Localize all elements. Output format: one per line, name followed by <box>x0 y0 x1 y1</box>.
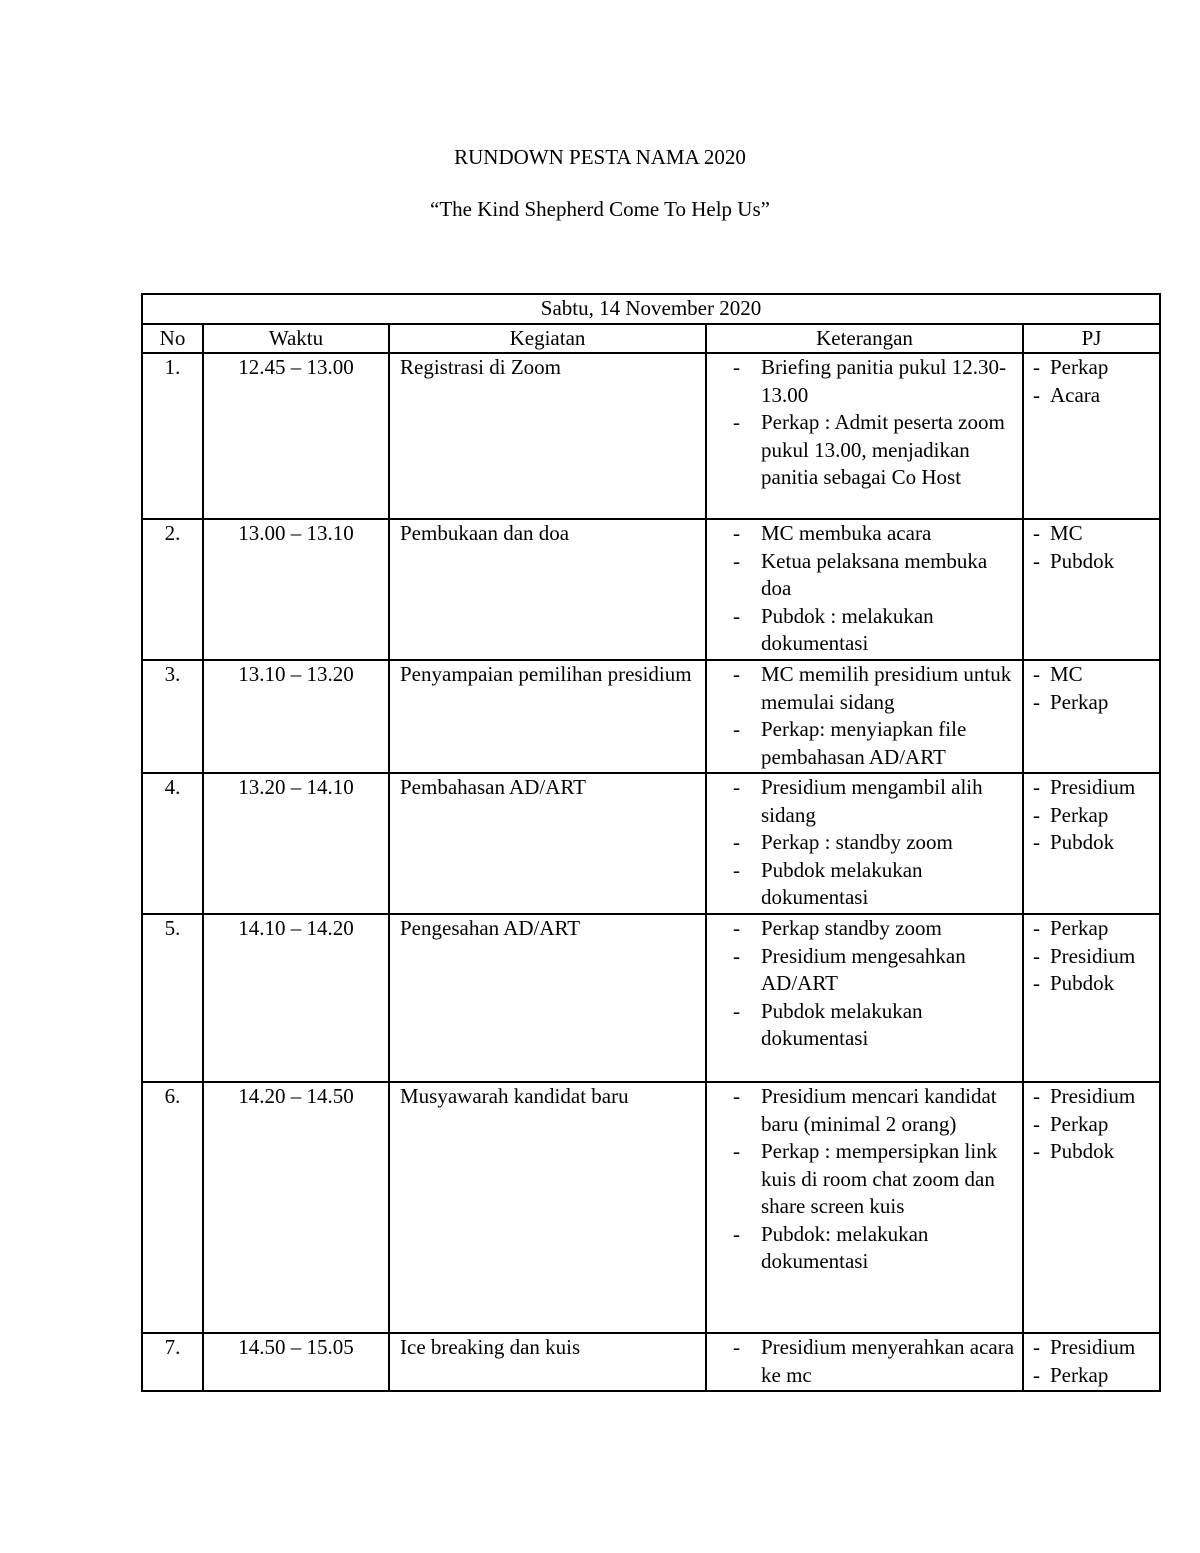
list-item <box>733 857 1018 912</box>
list-item <box>1033 1083 1157 1111</box>
pj-list <box>1033 774 1157 857</box>
row-time: 13.10 – 13.20 <box>203 660 389 773</box>
column-header-pj: PJ <box>1023 324 1160 354</box>
pj-list <box>1033 915 1157 998</box>
pj-text: Perkap <box>1050 916 1109 940</box>
pj-list <box>1033 354 1157 409</box>
pj-list <box>1033 520 1157 575</box>
note-text: Perkap: menyiapkan file pembahasan AD/ART <box>761 717 967 769</box>
bullet-dash: - <box>1033 1362 1040 1387</box>
bullet-dash: - <box>733 355 740 379</box>
pj-list <box>1033 661 1157 716</box>
row-pj <box>1023 914 1160 1082</box>
bullet-dash: - <box>1033 802 1040 827</box>
row-pj <box>1023 1333 1160 1391</box>
list-item <box>733 409 1018 492</box>
row-number: 2. <box>142 519 203 660</box>
bullet-dash: - <box>1033 355 1040 379</box>
row-pj <box>1023 1082 1160 1333</box>
row-activity: Registrasi di Zoom <box>389 353 706 519</box>
rundown-table <box>141 293 1161 1392</box>
table-row <box>142 1333 1160 1391</box>
pj-text: Perkap <box>1050 689 1109 714</box>
list-item <box>733 774 1018 829</box>
bullet-dash: - <box>1033 943 1040 968</box>
pj-text: Perkap <box>1050 355 1109 379</box>
bullet-dash: - <box>733 717 740 741</box>
row-number: 4. <box>142 773 203 914</box>
row-time: 12.45 – 13.00 <box>203 353 389 519</box>
bullet-dash: - <box>1033 916 1040 940</box>
list-item <box>733 1138 1018 1221</box>
list-item <box>1033 661 1157 689</box>
list-item <box>733 943 1018 998</box>
list-item <box>1033 970 1157 998</box>
note-text: Presidium mengambil alih sidang <box>761 775 983 827</box>
table-row <box>142 519 1160 660</box>
bullet-dash: - <box>733 1084 740 1108</box>
note-text: Perkap : mempersipkan link kuis di room chat zoom dan share screen kuis <box>761 1139 998 1218</box>
column-header-time: Waktu <box>203 324 389 354</box>
notes-list <box>733 1083 1018 1276</box>
note-text: Briefing panitia pukul 12.30-13.00 <box>761 355 1006 407</box>
notes-list <box>733 520 1018 658</box>
list-item <box>733 1083 1018 1138</box>
row-time: 13.20 – 14.10 <box>203 773 389 914</box>
note-text: Ketua pelaksana membuka doa <box>761 548 988 600</box>
bullet-dash: - <box>1033 1111 1040 1136</box>
bullet-dash: - <box>733 548 740 573</box>
note-text: MC membuka acara <box>761 521 932 545</box>
pj-text: MC <box>1050 662 1083 686</box>
row-number: 5. <box>142 914 203 1082</box>
pj-text: Pubdok <box>1050 1139 1115 1163</box>
bullet-dash: - <box>733 998 740 1023</box>
bullet-dash: - <box>1033 548 1040 573</box>
list-item <box>1033 354 1157 382</box>
bullet-dash: - <box>1033 521 1040 545</box>
pj-text: Perkap <box>1050 1362 1109 1387</box>
list-item <box>733 1334 1018 1389</box>
bullet-dash: - <box>733 603 740 628</box>
note-text: Presidium mengesahkan AD/ART <box>761 943 966 995</box>
notes-list <box>733 661 1018 771</box>
row-notes <box>706 914 1023 1082</box>
list-item <box>1033 382 1157 410</box>
list-item <box>1033 915 1157 943</box>
bullet-dash: - <box>1033 382 1040 407</box>
note-text: Pubdok melakukan dokumentasi <box>761 998 923 1050</box>
pj-text: Pubdok <box>1050 830 1115 854</box>
row-activity: Ice breaking dan kuis <box>389 1333 706 1391</box>
note-text: Presidium mencari kandidat baru (minimal 2 orang) <box>761 1084 997 1136</box>
pj-text: Pubdok <box>1050 971 1115 995</box>
bullet-dash: - <box>1033 662 1040 686</box>
row-notes <box>706 660 1023 773</box>
note-text: Perkap standby zoom <box>761 916 942 940</box>
row-time: 14.10 – 14.20 <box>203 914 389 1082</box>
row-notes <box>706 519 1023 660</box>
bullet-dash: - <box>733 1139 740 1163</box>
list-item <box>733 716 1018 771</box>
list-item <box>733 603 1018 658</box>
table-row <box>142 353 1160 519</box>
bullet-dash: - <box>1033 1139 1040 1163</box>
pj-text: Presidium <box>1050 943 1136 968</box>
row-pj <box>1023 660 1160 773</box>
row-number: 1. <box>142 353 203 519</box>
list-item <box>1033 548 1157 576</box>
notes-list <box>733 1334 1018 1389</box>
row-notes <box>706 773 1023 914</box>
page-subtitle: “The Kind Shepherd Come To Help Us” <box>430 197 770 221</box>
bullet-dash: - <box>1033 689 1040 714</box>
pj-text: Presidium <box>1050 775 1136 799</box>
notes-list <box>733 915 1018 1053</box>
bullet-dash: - <box>733 775 740 799</box>
bullet-dash: - <box>733 410 740 434</box>
bullet-dash: - <box>733 662 740 686</box>
table-row <box>142 660 1160 773</box>
table-date-header: Sabtu, 14 November 2020 <box>142 294 1160 324</box>
list-item <box>1033 802 1157 830</box>
pj-text: Acara <box>1050 382 1101 407</box>
table-row <box>142 914 1160 1082</box>
list-item <box>1033 943 1157 971</box>
list-item <box>733 548 1018 603</box>
note-text: Pubdok: melakukan dokumentasi <box>761 1221 929 1273</box>
bullet-dash: - <box>1033 830 1040 854</box>
row-activity: Pembukaan dan doa <box>389 519 706 660</box>
table-body <box>142 353 1160 1391</box>
note-text: Pubdok melakukan dokumentasi <box>761 857 923 909</box>
bullet-dash: - <box>733 943 740 968</box>
column-header-notes: Keterangan <box>706 324 1023 354</box>
row-time: 14.20 – 14.50 <box>203 1082 389 1333</box>
list-item <box>733 998 1018 1053</box>
note-text: Presidium menyerahkan acara ke mc <box>761 1335 1015 1387</box>
list-item <box>1033 829 1157 857</box>
row-pj <box>1023 773 1160 914</box>
list-item <box>1033 1138 1157 1166</box>
page-title: RUNDOWN PESTA NAMA 2020 <box>454 145 746 169</box>
bullet-dash: - <box>733 521 740 545</box>
row-notes <box>706 1082 1023 1333</box>
row-activity: Penyampaian pemilihan presidium <box>389 660 706 773</box>
bullet-dash: - <box>733 1335 740 1359</box>
row-activity: Pembahasan AD/ART <box>389 773 706 914</box>
list-item <box>1033 1334 1157 1362</box>
notes-list <box>733 774 1018 912</box>
pj-list <box>1033 1083 1157 1166</box>
bullet-dash: - <box>1033 775 1040 799</box>
bullet-dash: - <box>733 830 740 854</box>
list-item <box>733 915 1018 943</box>
row-pj <box>1023 353 1160 519</box>
notes-list <box>733 354 1018 492</box>
list-item <box>1033 689 1157 717</box>
row-pj <box>1023 519 1160 660</box>
note-text: Perkap : standby zoom <box>761 830 953 854</box>
note-text: MC memilih presidium untuk memulai sidang <box>761 662 1012 714</box>
row-notes <box>706 1333 1023 1391</box>
list-item <box>733 661 1018 716</box>
bullet-dash: - <box>1033 971 1040 995</box>
pj-text: Perkap <box>1050 1111 1109 1136</box>
bullet-dash: - <box>1033 1084 1040 1108</box>
row-number: 3. <box>142 660 203 773</box>
column-header-no: No <box>142 324 203 354</box>
row-number: 7. <box>142 1333 203 1391</box>
list-item <box>733 829 1018 857</box>
list-item <box>733 354 1018 409</box>
list-item <box>733 1221 1018 1276</box>
row-number: 6. <box>142 1082 203 1333</box>
bullet-dash: - <box>733 857 740 882</box>
bullet-dash: - <box>733 1221 740 1246</box>
note-text: Pubdok : melakukan dokumentasi <box>761 603 934 655</box>
column-header-activity: Kegiatan <box>389 324 706 354</box>
row-time: 13.00 – 13.10 <box>203 519 389 660</box>
list-item <box>733 520 1018 548</box>
list-item <box>1033 520 1157 548</box>
list-item <box>1033 774 1157 802</box>
pj-text: Pubdok <box>1050 548 1115 573</box>
pj-list <box>1033 1334 1157 1389</box>
pj-text: MC <box>1050 521 1083 545</box>
row-notes <box>706 353 1023 519</box>
note-text: Perkap : Admit peserta zoom pukul 13.00, menjadikan panitia sebagai Co Host <box>761 410 1005 489</box>
list-item <box>1033 1362 1157 1390</box>
table-row <box>142 773 1160 914</box>
pj-text: Presidium <box>1050 1084 1136 1108</box>
table-row <box>142 1082 1160 1333</box>
row-activity: Musyawarah kandidat baru <box>389 1082 706 1333</box>
bullet-dash: - <box>733 916 740 940</box>
row-time: 14.50 – 15.05 <box>203 1333 389 1391</box>
pj-text: Perkap <box>1050 802 1109 827</box>
list-item <box>1033 1111 1157 1139</box>
pj-text: Presidium <box>1050 1335 1136 1359</box>
row-activity: Pengesahan AD/ART <box>389 914 706 1082</box>
bullet-dash: - <box>1033 1335 1040 1359</box>
